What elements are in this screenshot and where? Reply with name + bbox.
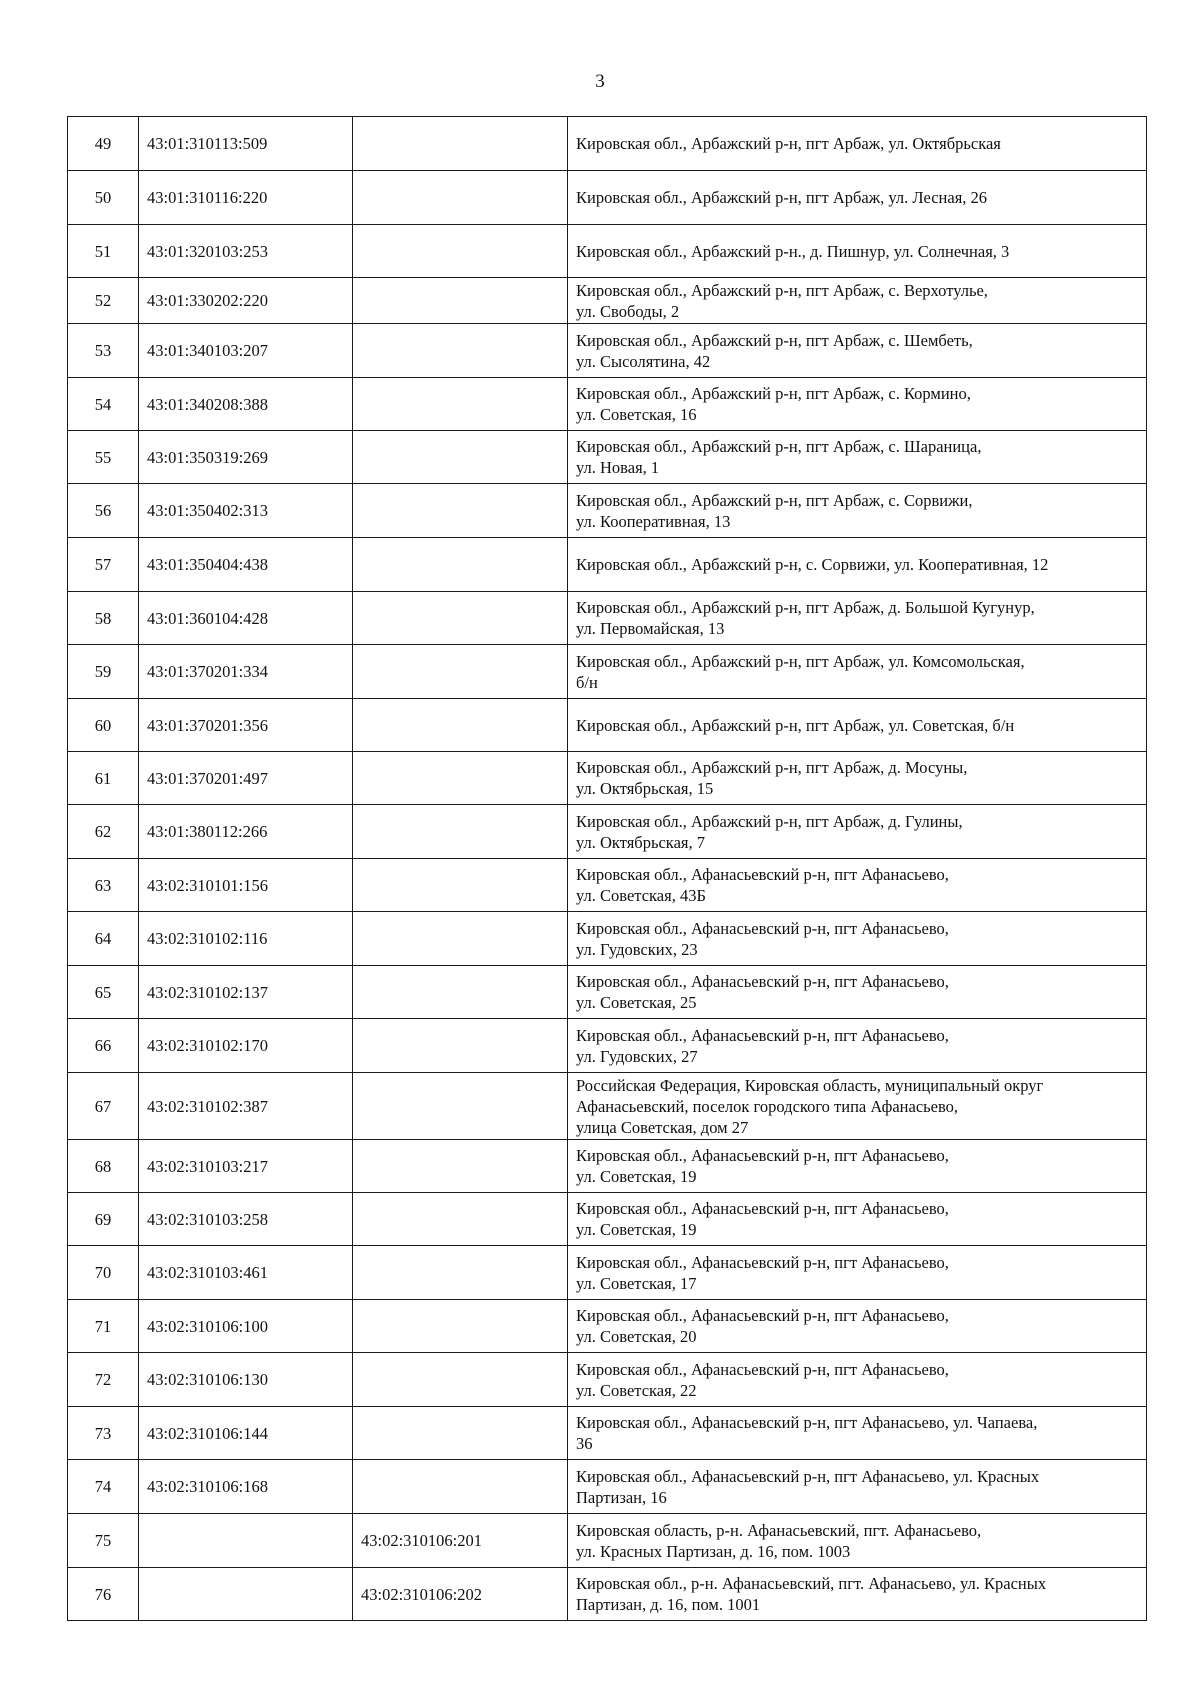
table-row <box>68 859 1147 912</box>
address-line: Кировская обл., Афанасьевский р-н, пгт Афанасьево, <box>576 1306 949 1325</box>
address-cell <box>568 1073 1147 1140</box>
row-number-cell: 62 <box>68 805 139 859</box>
row-number-cell: 58 <box>68 592 139 645</box>
table-row <box>68 645 1147 699</box>
address-line: Кировская обл., Арбажский р-н, пгт Арбаж, д. Гулины, <box>576 811 963 831</box>
address-line: Кировская обл., Афанасьевский р-н, пгт Афанасьево, <box>576 1025 949 1045</box>
row-number-cell: 51 <box>68 225 139 278</box>
premises-cadastral-number-cell <box>353 1193 568 1246</box>
table-row <box>68 378 1147 431</box>
table-row <box>68 484 1147 538</box>
table-row <box>68 1353 1147 1407</box>
table-row <box>68 1300 1147 1353</box>
address-line: Кировская обл., Арбажский р-н, пгт Арбаж, с. Верхотулье, <box>576 280 988 300</box>
address-cell <box>568 1353 1147 1407</box>
premises-cadastral-number-cell <box>353 592 568 645</box>
address-cell <box>568 1568 1147 1621</box>
premises-cadastral-number-cell <box>353 324 568 378</box>
table-row <box>68 117 1147 171</box>
row-number-cell: 56 <box>68 484 139 538</box>
address-cell <box>568 966 1147 1019</box>
row-number-cell: 55 <box>68 431 139 484</box>
table-row <box>68 1568 1147 1621</box>
address-line: Российская Федерация, Кировская область, муниципальный округ <box>576 1075 1044 1095</box>
address-line: Кировская обл., Арбажский р-н, пгт Арбаж, ул. Советская, б/н <box>576 715 1015 735</box>
address-line: Кировская обл., Арбажский р-н, пгт Арбаж, ул. Октябрьская <box>576 134 1001 153</box>
address-line: б/н <box>576 672 598 692</box>
address-line: ул. Советская, 16 <box>576 405 697 424</box>
address-cell <box>568 1246 1147 1300</box>
row-number-cell: 72 <box>68 1353 139 1407</box>
cadastral-number-cell: 43:01:350402:313 <box>139 484 353 538</box>
address-line: Кировская обл., Афанасьевский р-н, пгт Афанасьево, <box>576 972 949 991</box>
table-row <box>68 324 1147 378</box>
address-line: Кировская обл., Арбажский р-н, пгт Арбаж, с. Шембеть, <box>576 330 973 350</box>
address-line: ул. Советская, 19 <box>576 1220 697 1239</box>
row-number-cell: 70 <box>68 1246 139 1300</box>
cadastral-number-cell: 43:01:350319:269 <box>139 431 353 484</box>
row-number-cell: 69 <box>68 1193 139 1246</box>
premises-cadastral-number-cell <box>353 1073 568 1140</box>
address-line: Кировская обл., Арбажский р-н., д. Пишнур, ул. Солнечная, 3 <box>576 241 1010 261</box>
cadastral-number-cell: 43:01:310116:220 <box>139 171 353 225</box>
address-line: Кировская обл., Афанасьевский р-н, пгт Афанасьево, <box>576 1359 949 1379</box>
table-row <box>68 1019 1147 1073</box>
address-line: 36 <box>576 1434 593 1453</box>
address-cell <box>568 1300 1147 1353</box>
row-number-cell: 67 <box>68 1073 139 1140</box>
address-cell <box>568 699 1147 752</box>
row-number-cell: 54 <box>68 378 139 431</box>
cadastral-number-cell: 43:01:310113:509 <box>139 117 353 171</box>
cadastral-number-cell <box>139 1568 353 1621</box>
address-cell <box>568 278 1147 324</box>
cadastral-number-cell: 43:02:310102:116 <box>139 912 353 966</box>
registry-table-body <box>68 117 1147 1621</box>
address-line: ул. Октябрьская, 15 <box>576 779 714 798</box>
table-row <box>68 1193 1147 1246</box>
address-line: ул. Советская, 25 <box>576 993 697 1012</box>
address-line: Кировская обл., Афанасьевский р-н, пгт Афанасьево, <box>576 1199 949 1218</box>
table-row <box>68 1073 1147 1140</box>
row-number-cell: 68 <box>68 1140 139 1193</box>
address-line: Афанасьевский, поселок городского типа Афанасьево, <box>576 1096 959 1116</box>
row-number-cell: 75 <box>68 1514 139 1568</box>
premises-cadastral-number-cell <box>353 278 568 324</box>
address-line: Кировская обл., Арбажский р-н, пгт Арбаж, с. Кормино, <box>576 384 971 403</box>
table-row <box>68 538 1147 592</box>
table-row <box>68 805 1147 859</box>
row-number-cell: 66 <box>68 1019 139 1073</box>
address-line: Кировская обл., Афанасьевский р-н, пгт Афанасьево, ул. Красных <box>576 1466 1040 1486</box>
address-line: Кировская обл., Арбажский р-н, пгт Арбаж, ул. Комсомольская, <box>576 651 1025 671</box>
address-line: Кировская обл., р-н. Афанасьевский, пгт. Афанасьево, ул. Красных <box>576 1574 1047 1593</box>
premises-cadastral-number-cell: 43:02:310106:202 <box>353 1568 568 1621</box>
premises-cadastral-number-cell <box>353 966 568 1019</box>
table-row <box>68 171 1147 225</box>
address-cell <box>568 1407 1147 1460</box>
row-number-cell: 64 <box>68 912 139 966</box>
address-line: Кировская обл., Арбажский р-н, пгт Арбаж, с. Сорвижи, <box>576 490 973 510</box>
table-row <box>68 1460 1147 1514</box>
table-row <box>68 431 1147 484</box>
address-line: ул. Октябрьская, 7 <box>576 832 705 852</box>
cadastral-number-cell: 43:01:330202:220 <box>139 278 353 324</box>
premises-cadastral-number-cell <box>353 1407 568 1460</box>
table-row <box>68 1140 1147 1193</box>
page-number: 3 <box>595 71 605 92</box>
premises-cadastral-number-cell <box>353 1140 568 1193</box>
premises-cadastral-number-cell <box>353 225 568 278</box>
address-cell <box>568 645 1147 699</box>
table-row <box>68 966 1147 1019</box>
cadastral-number-cell: 43:01:360104:428 <box>139 592 353 645</box>
cadastral-number-cell: 43:01:320103:253 <box>139 225 353 278</box>
address-line: ул. Советская, 43Б <box>576 886 706 905</box>
address-cell <box>568 1193 1147 1246</box>
premises-cadastral-number-cell <box>353 1353 568 1407</box>
cadastral-number-cell: 43:02:310103:258 <box>139 1193 353 1246</box>
address-line: Кировская обл., Арбажский р-н, пгт Арбаж, с. Шараница, <box>576 437 982 456</box>
address-line: Кировская обл., Афанасьевский р-н, пгт Афанасьево, <box>576 865 949 884</box>
address-line: ул. Кооперативная, 13 <box>576 511 731 531</box>
address-line: Кировская область, р-н. Афанасьевский, пгт. Афанасьево, <box>576 1520 982 1540</box>
cadastral-number-cell: 43:01:370201:334 <box>139 645 353 699</box>
cadastral-number-cell: 43:02:310103:461 <box>139 1246 353 1300</box>
table-row <box>68 912 1147 966</box>
address-cell <box>568 912 1147 966</box>
address-line: ул. Первомайская, 13 <box>576 619 725 638</box>
row-number-cell: 65 <box>68 966 139 1019</box>
row-number-cell: 52 <box>68 278 139 324</box>
address-cell <box>568 859 1147 912</box>
premises-cadastral-number-cell <box>353 171 568 225</box>
premises-cadastral-number-cell <box>353 1300 568 1353</box>
address-cell <box>568 324 1147 378</box>
table-row <box>68 1246 1147 1300</box>
address-cell <box>568 805 1147 859</box>
cadastral-number-cell: 43:02:310102:387 <box>139 1073 353 1140</box>
address-line: ул. Красных Партизан, д. 16, пом. 1003 <box>576 1541 851 1561</box>
table-row <box>68 1514 1147 1568</box>
address-cell <box>568 1140 1147 1193</box>
address-cell <box>568 171 1147 225</box>
address-line: ул. Советская, 19 <box>576 1167 697 1186</box>
address-cell <box>568 1460 1147 1514</box>
premises-cadastral-number-cell <box>353 484 568 538</box>
table-row <box>68 699 1147 752</box>
address-cell <box>568 538 1147 592</box>
cadastral-number-cell: 43:02:310102:170 <box>139 1019 353 1073</box>
premises-cadastral-number-cell: 43:02:310106:201 <box>353 1514 568 1568</box>
premises-cadastral-number-cell <box>353 1246 568 1300</box>
address-line: Кировская обл., Арбажский р-н, пгт Арбаж, ул. Лесная, 26 <box>576 188 988 207</box>
address-line: ул. Гудовских, 27 <box>576 1046 698 1066</box>
premises-cadastral-number-cell <box>353 912 568 966</box>
table-row <box>68 752 1147 805</box>
row-number-cell: 74 <box>68 1460 139 1514</box>
cadastral-number-cell: 43:01:380112:266 <box>139 805 353 859</box>
cadastral-number-cell: 43:02:310106:168 <box>139 1460 353 1514</box>
premises-cadastral-number-cell <box>353 538 568 592</box>
row-number-cell: 63 <box>68 859 139 912</box>
address-line: ул. Новая, 1 <box>576 458 660 477</box>
address-line: Кировская обл., Арбажский р-н, пгт Арбаж, д. Мосуны, <box>576 758 968 777</box>
row-number-cell: 53 <box>68 324 139 378</box>
cadastral-number-cell: 43:02:310106:144 <box>139 1407 353 1460</box>
address-line: ул. Советская, 17 <box>576 1273 697 1293</box>
address-cell <box>568 484 1147 538</box>
cadastral-number-cell: 43:01:370201:356 <box>139 699 353 752</box>
row-number-cell: 76 <box>68 1568 139 1621</box>
address-line: Партизан, 16 <box>576 1487 667 1507</box>
address-line: ул. Советская, 22 <box>576 1380 697 1400</box>
cadastral-number-cell: 43:02:310106:100 <box>139 1300 353 1353</box>
address-cell <box>568 592 1147 645</box>
premises-cadastral-number-cell <box>353 1460 568 1514</box>
premises-cadastral-number-cell <box>353 645 568 699</box>
cadastral-number-cell: 43:02:310106:130 <box>139 1353 353 1407</box>
cadastral-number-cell: 43:02:310103:217 <box>139 1140 353 1193</box>
address-line: ул. Советская, 20 <box>576 1327 697 1346</box>
cadastral-number-cell: 43:01:350404:438 <box>139 538 353 592</box>
address-cell <box>568 378 1147 431</box>
address-cell <box>568 117 1147 171</box>
row-number-cell: 57 <box>68 538 139 592</box>
row-number-cell: 71 <box>68 1300 139 1353</box>
premises-cadastral-number-cell <box>353 805 568 859</box>
address-line: Кировская обл., Арбажский р-н, с. Сорвижи, ул. Кооперативная, 12 <box>576 555 1049 574</box>
address-cell <box>568 752 1147 805</box>
cadastral-number-cell: 43:02:310101:156 <box>139 859 353 912</box>
premises-cadastral-number-cell <box>353 1019 568 1073</box>
table-row <box>68 225 1147 278</box>
row-number-cell: 59 <box>68 645 139 699</box>
premises-cadastral-number-cell <box>353 378 568 431</box>
row-number-cell: 49 <box>68 117 139 171</box>
address-cell <box>568 225 1147 278</box>
address-cell <box>568 1019 1147 1073</box>
address-line: Кировская обл., Арбажский р-н, пгт Арбаж, д. Большой Кугунур, <box>576 598 1035 617</box>
address-cell <box>568 431 1147 484</box>
premises-cadastral-number-cell <box>353 117 568 171</box>
row-number-cell: 50 <box>68 171 139 225</box>
address-line: Кировская обл., Афанасьевский р-н, пгт Афанасьево, <box>576 1146 949 1165</box>
address-line: Кировская обл., Афанасьевский р-н, пгт Афанасьево, <box>576 1252 949 1272</box>
address-line: ул. Гудовских, 23 <box>576 939 698 959</box>
address-line: ул. Свободы, 2 <box>576 301 680 321</box>
premises-cadastral-number-cell <box>353 859 568 912</box>
premises-cadastral-number-cell <box>353 752 568 805</box>
registry-table <box>67 116 1147 1621</box>
address-line: Кировская обл., Афанасьевский р-н, пгт Афанасьево, <box>576 918 949 938</box>
address-line: улица Советская, дом 27 <box>576 1117 749 1137</box>
premises-cadastral-number-cell <box>353 431 568 484</box>
table-row <box>68 1407 1147 1460</box>
cadastral-number-cell: 43:02:310102:137 <box>139 966 353 1019</box>
premises-cadastral-number-cell <box>353 699 568 752</box>
table-row <box>68 592 1147 645</box>
address-line: ул. Сысолятина, 42 <box>576 351 711 371</box>
address-line: Партизан, д. 16, пом. 1001 <box>576 1595 761 1614</box>
address-cell <box>568 1514 1147 1568</box>
cadastral-number-cell: 43:01:340103:207 <box>139 324 353 378</box>
cadastral-number-cell: 43:01:340208:388 <box>139 378 353 431</box>
row-number-cell: 61 <box>68 752 139 805</box>
table-row <box>68 278 1147 324</box>
cadastral-number-cell: 43:01:370201:497 <box>139 752 353 805</box>
address-line: Кировская обл., Афанасьевский р-н, пгт Афанасьево, ул. Чапаева, <box>576 1413 1038 1432</box>
cadastral-number-cell <box>139 1514 353 1568</box>
row-number-cell: 60 <box>68 699 139 752</box>
row-number-cell: 73 <box>68 1407 139 1460</box>
